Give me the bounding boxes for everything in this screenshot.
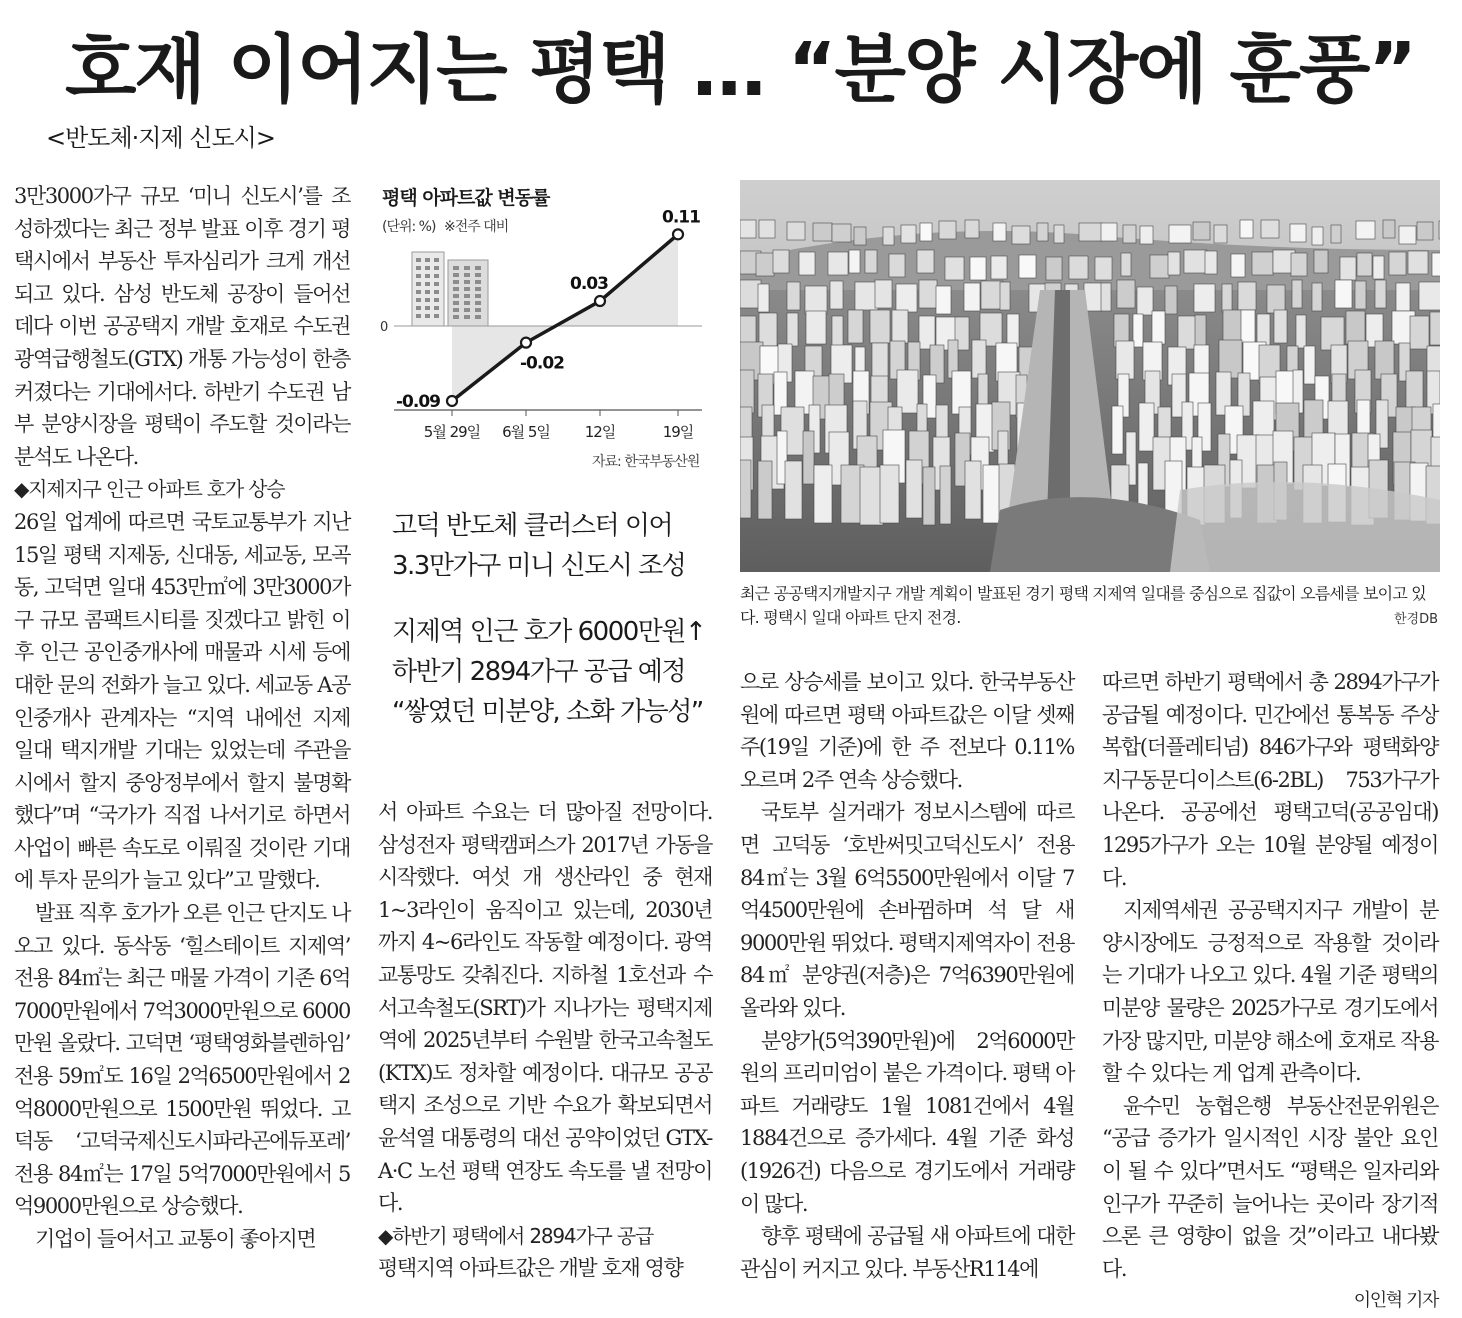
photo-building	[1223, 310, 1242, 343]
photo-building	[787, 222, 805, 240]
chart-title: 평택 아파트값 변동률	[382, 187, 550, 209]
building-window	[416, 258, 421, 262]
building-window	[416, 306, 421, 310]
photo-building	[865, 250, 877, 273]
paragraph: 윤수민 농협은행 부동산전문위원은 “공급 증가가 일시적인 시장 불안 요인이 될 수 있다”면서도 “평택은 일자리와 인구가 꾸준히 늘어나는 곳이라 장기적으론 큰 영향이 없을 것”이라고 내다봤다.	[1102, 1093, 1438, 1281]
building-window	[464, 287, 470, 291]
building-window	[475, 273, 481, 277]
photo-building	[1139, 403, 1154, 451]
photo-building	[1389, 252, 1406, 275]
building-window	[464, 273, 470, 277]
photo-building	[1304, 346, 1315, 384]
photo-building	[814, 465, 832, 523]
section-subheading: ◆지제지구 인근 아파트 호가 상승	[14, 477, 285, 502]
photo-building	[880, 465, 899, 523]
chart-x-label: 5월 29일	[423, 423, 481, 441]
photo-building	[991, 256, 1007, 279]
building-window	[425, 258, 430, 262]
chart-note: ※전주 대비	[444, 219, 509, 235]
photo-building	[1408, 251, 1428, 274]
photo-building	[1165, 286, 1177, 314]
photo-building	[758, 461, 772, 519]
photo-building	[756, 253, 774, 276]
photo-building	[1194, 284, 1215, 312]
subheadline-1-line-2: 3.3만가구 미니 신도시 조성	[392, 551, 686, 581]
photo-building	[1222, 284, 1232, 312]
building-window	[425, 306, 430, 310]
line-chart	[376, 200, 712, 450]
building-window	[434, 290, 439, 294]
photo-building	[1355, 281, 1366, 309]
photo-building	[799, 252, 815, 275]
byline: 이인혁 기자	[1353, 1290, 1438, 1312]
building-window	[425, 274, 430, 278]
chart-x-label: 6월 5일	[502, 423, 550, 441]
photo-building	[945, 257, 964, 280]
building-window	[434, 282, 439, 286]
photo-building	[883, 227, 894, 245]
paragraph: 으로 상승세를 보이고 있다. 한국부동산원에 따르면 평택 아파트값은 이달 셋째주(19일 기준)에 한 주 전보다 0.11% 오르며 2주 연속 상승했다.	[740, 670, 1074, 792]
subheadline-2-line-2: 하반기 2894가구 공급 예정	[392, 657, 686, 687]
photo-caption: 최근 공공택지개발지구 개발 계획이 발표된 경기 평택 지제역 일대를 중심으로 집값이 오름세를 보이고 있다. 평택시 일대 아파트 단지 전경.	[740, 584, 1426, 627]
photo-building	[919, 316, 935, 349]
chart-source: 자료: 한국부동산원	[592, 454, 700, 470]
building-window	[416, 266, 421, 270]
photo-building	[1000, 282, 1010, 310]
subheadline-2	[392, 612, 705, 732]
paragraph: 지제역세권 공공택지지구 개발이 분양시장에도 긍정적으로 작용할 것이라는 기대가 나오고 있다. 4월 기준 평택의 미분양 물량은 2025가구로 경기도에서 가장 많지만, 미분양 해소에 호재로 작용할 수 있다는 게 업계 관측이다.	[1102, 898, 1438, 1086]
photo-building	[870, 310, 890, 343]
paragraph: 향후 평택에 공급될 새 아파트에 대한 관심이 커지고 있다. 부동산R114에	[740, 1224, 1074, 1281]
photo-building	[875, 280, 892, 308]
building-window	[475, 294, 481, 298]
photo-building	[965, 220, 979, 238]
photo-building	[1019, 255, 1036, 278]
photo-building	[896, 284, 917, 312]
article-column-1	[14, 180, 350, 1256]
article-column-4	[1102, 666, 1438, 1318]
photo-building	[828, 252, 848, 275]
photo-building	[1290, 224, 1306, 242]
chart-point	[447, 396, 457, 406]
building-window	[464, 308, 470, 312]
photo-building	[1046, 257, 1062, 280]
photo-building	[1346, 311, 1365, 344]
photo-building	[1150, 255, 1169, 278]
photo-building	[803, 431, 814, 484]
subheadline-2-line-1: 지제역 인근 호가 6000만원↑	[392, 617, 706, 647]
subheadline-2-line-3: “쌓였던 미분양, 소화 가능성”	[392, 697, 703, 727]
paragraph: 서 아파트 수요는 더 많아질 전망이다. 삼성전자 평택캠퍼스가 2017년 가동을 시작했다. 여섯 개 생산라인 중 현재 1~3라인이 움직이고 있는데, 2030년까지 4~6라인도 작동할 예정이다. 광역교통망도 갖춰진다. 지하철 1호선과 수서고속철도(SRT)가 지나가는 평택지제역에 2025년부터 수원발 한국고속철도(KTX)도 정차할 예정이다. 대규모 공공택지 조성으로 기반 수요가 확보되면서 윤석열 대통령의 대선 공약이었던 GTX-A·C 노선 평택 연장도 속도를 낼 전망이다.	[378, 800, 712, 1216]
photo-building	[970, 257, 986, 280]
photo-building	[1037, 223, 1048, 241]
photo-building	[1054, 225, 1064, 243]
photo-building	[1252, 252, 1273, 275]
building-window	[425, 290, 430, 294]
photo-building	[1184, 250, 1207, 273]
photo-building	[758, 284, 769, 312]
chart-point	[595, 296, 605, 306]
photo-building	[1410, 316, 1429, 349]
building-window	[416, 282, 421, 286]
paragraph: 26일 업계에 따르면 국토교통부가 지난 15일 평택 지제동, 신대동, 세교동, 모곡동, 고덕면 일대 453만㎡에 3만3000가구 규모 콤팩트시티를 짓겠다고 밝힌 이후 인근 공인중개사에 매물과 시세 등에 대한 문의 전화가 늘고 있다. 세교동 A공인중개사 관계자는 “지역 내에선 지제 일대 택지개발 기대는 있었는데 주관을 시에서 할지 중앙정부에서 할지 불명확했다”며 “국가가 직접 나서기로 하면서 사업이 빠른 속도로 이뤄질 것이란 기대에 투자 문의가 늘고 있다”고 말했다.	[14, 509, 350, 893]
building-window	[475, 308, 481, 312]
photo-building	[832, 224, 851, 242]
building-window	[453, 280, 459, 284]
photo-building	[1178, 316, 1196, 349]
photo-building	[1296, 315, 1306, 348]
chart-value-label: -0.09	[396, 391, 440, 412]
photo-building	[759, 313, 777, 346]
photo-building	[854, 227, 866, 245]
photo-building	[1101, 283, 1111, 311]
photo-building	[759, 220, 775, 238]
photo-building	[1101, 223, 1117, 241]
building-window	[475, 287, 481, 291]
photo-building	[740, 220, 756, 238]
photo-building	[1340, 257, 1356, 280]
photo-building	[1095, 257, 1112, 280]
building-window	[425, 298, 430, 302]
photo-building	[1312, 227, 1323, 245]
photo-building	[806, 311, 826, 344]
paragraph: 발표 직후 호가가 오른 인근 단지도 나오고 있다. 동삭동 ‘힐스테이트 지제역’ 전용 84㎡는 최근 매물 가격이 기존 6억7000만원에서 7억3000만원으로 6000만원 올랐다. 고덕면 ‘평택영화블렌하임’ 전용 59㎡도 16일 2억6500만원에서 2억8000만원으로 1500만원 뛰었다. 고덕동 ‘고덕국제신도시파라곤에듀포레’ 전용 84㎡는 17일 5억7000만원에서 5억9000만원으로 상승했다.	[14, 901, 351, 1219]
photo-building	[917, 250, 934, 273]
photo-building	[1432, 253, 1440, 276]
photo-building	[1205, 251, 1217, 274]
paragraph: 따르면 하반기 평택에서 총 2894가구가 공급될 예정이다. 민간에선 통복동 주상복합(더플레티넘) 846가구와 평택화양지구동문디이스트(6-2BL) 753가구가 나온다. 공공에선 평택고덕(공공임대) 1295가구가 오는 10월 분양될 예정이다.	[1102, 670, 1438, 890]
photo-building	[1241, 310, 1255, 343]
photo-building	[1112, 406, 1123, 454]
photo-building	[1292, 280, 1302, 308]
photo-building	[964, 283, 980, 311]
chart-x-label: 12일	[584, 423, 616, 441]
photo-building	[785, 461, 802, 519]
photo-building	[740, 370, 754, 413]
building-window	[453, 266, 459, 270]
photo-building	[1079, 223, 1102, 241]
building-window	[475, 301, 481, 305]
photo-building	[901, 225, 916, 243]
chart-point	[521, 338, 531, 348]
photo-building	[1140, 226, 1153, 244]
photo-building	[1383, 220, 1395, 238]
building-window	[464, 280, 470, 284]
photo-building	[1399, 226, 1416, 244]
building-window	[453, 273, 459, 277]
photo-building	[923, 467, 935, 525]
building-window	[434, 306, 439, 310]
photo-building	[830, 281, 843, 309]
photo-building	[1168, 252, 1180, 275]
building-window	[416, 298, 421, 302]
photo-building	[1231, 254, 1245, 277]
photo-building	[1069, 256, 1088, 279]
subheadline-1	[392, 506, 685, 586]
photo-building	[920, 223, 932, 241]
photo-building	[1335, 280, 1352, 308]
photo-building	[1375, 341, 1394, 379]
photo-building	[1396, 283, 1410, 311]
chart-unit: (단위: %)	[382, 219, 436, 235]
chart-value-label: 0.03	[570, 274, 608, 295]
building-window	[425, 314, 430, 318]
city-aerial-photo	[740, 180, 1440, 572]
photo-building	[832, 316, 843, 349]
photo-building	[1007, 314, 1019, 347]
building-window	[416, 314, 421, 318]
building-window	[453, 308, 459, 312]
building-window	[416, 274, 421, 278]
building-window	[416, 290, 421, 294]
photo-building	[939, 221, 956, 239]
photo-building	[1375, 280, 1386, 308]
photo-building	[1274, 310, 1287, 343]
building-window	[434, 258, 439, 262]
photo-building	[1240, 220, 1253, 238]
photo-building	[889, 254, 905, 277]
paragraph: 국토부 실거래가 정보시스템에 따르면 고덕동 ‘호반써밋고덕신도시’ 전용 84㎡는 3월 6억5500만원에서 이달 7억4500만원에 손바뀜하며 석 달 새 9000만원 뛰었다. 평택지제역자이 전용 84㎡ 분양권(저층)은 7억6390만원에 올라와 있다.	[740, 800, 1074, 1020]
photo-building	[849, 250, 860, 273]
photo-building	[897, 370, 918, 413]
building-window	[453, 294, 459, 298]
paragraph: 기업이 들어서고 교통이 좋아지면	[35, 1227, 316, 1251]
subheadline-1-line-1: 고덕 반도체 클러스터 이어	[392, 511, 673, 541]
photo-building	[860, 467, 883, 525]
photo-building	[1123, 225, 1136, 243]
photo-building	[1430, 312, 1440, 345]
photo-building	[1417, 222, 1433, 240]
building-window	[434, 266, 439, 270]
photo-building	[1137, 287, 1153, 315]
photo-building	[919, 280, 937, 308]
building-window	[475, 280, 481, 284]
photo-building	[892, 310, 908, 343]
photo-building	[813, 223, 832, 241]
photo-building	[787, 313, 798, 346]
photo-building	[740, 460, 751, 518]
photo-building	[1012, 226, 1030, 244]
article-column-3	[740, 666, 1074, 1285]
building-window	[475, 315, 481, 319]
chart-point	[673, 229, 683, 239]
building-window	[475, 266, 481, 270]
photo-building	[1291, 253, 1307, 276]
photo-building	[1356, 221, 1375, 239]
kicker: <반도체·지제 신도시>	[46, 124, 275, 152]
photo-building	[872, 343, 888, 381]
paragraph: 3만3000가구 규모 ‘미니 신도시’를 조성하겠다는 최근 정부 발표 이후 경기 평택시에서 부동산 투자심리가 크게 개선되고 있다. 삼성 반도체 공장이 들어선 데다 이번 공공택지 개발 호재로 수도권광역급행철도(GTX) 개통 가능성이 한층 커졌다는 기대에서다. 하반기 수도권 남부 분양시장을 평택이 주도할 것이라는 분석도 나온다.	[14, 184, 350, 469]
photo-building	[848, 310, 863, 343]
photo-building	[1314, 250, 1328, 273]
photo-building	[1195, 315, 1206, 348]
chart-x-label: 19일	[662, 423, 694, 441]
photo-building	[972, 340, 986, 378]
building-window	[434, 314, 439, 318]
photo-building	[1267, 285, 1285, 313]
paragraph: 분양가(5억390만원)에 2억6000만원의 프리미엄이 붙은 가격이다. 평택 아파트 거래량도 1월 1081건에서 4월 1884건으로 증가세다. 4월 기준 화성(1926건) 다음으로 경기도에서 거래량이 많다.	[740, 1028, 1074, 1216]
photo-building	[1214, 225, 1227, 243]
chart-value-label: 0.11	[662, 207, 700, 228]
photo-building	[936, 286, 951, 314]
section-subheading: ◆하반기 평택에서 2894가구 공급	[378, 1223, 654, 1248]
photo-building	[1193, 222, 1210, 240]
photo-building	[1117, 280, 1135, 308]
building-window	[434, 274, 439, 278]
photo-building	[993, 223, 1006, 241]
photo-building	[773, 250, 789, 273]
building-window	[464, 301, 470, 305]
photo-building	[1121, 253, 1131, 276]
headline: 호재 이어지는 평택 … “분양 시장에 훈풍”	[64, 27, 1416, 113]
photo-building	[1261, 220, 1279, 238]
photo-building	[1312, 283, 1322, 311]
paragraph: 평택지역 아파트값은 개발 호재 영향	[378, 1256, 683, 1281]
photo-building	[940, 466, 951, 524]
photo-credit: 한경DB	[1393, 612, 1438, 627]
photo-building	[1133, 314, 1143, 347]
article-column-2	[378, 796, 712, 1285]
building-window	[425, 282, 430, 286]
photo-building	[1357, 253, 1372, 276]
building-window	[464, 294, 470, 298]
photo-building	[1331, 225, 1341, 243]
building-window	[464, 315, 470, 319]
photo-building	[1419, 282, 1440, 310]
photo-building	[1116, 341, 1134, 379]
chart-value-label: -0.02	[520, 353, 564, 374]
photo-building	[1152, 311, 1165, 344]
photo-building	[1439, 221, 1440, 239]
photo-building	[855, 282, 878, 310]
building-window	[464, 266, 470, 270]
photo-building	[1373, 256, 1384, 279]
chart-zero-label: 0	[380, 320, 389, 335]
building-window	[434, 298, 439, 302]
building-window	[453, 287, 459, 291]
photo-building	[1169, 225, 1191, 243]
building-window	[425, 266, 430, 270]
photo-building	[965, 461, 981, 519]
building-window	[453, 315, 459, 319]
photo-building	[906, 460, 922, 518]
photo-building	[805, 286, 827, 314]
building-window	[453, 301, 459, 305]
photo-building	[787, 282, 800, 310]
photo-building	[1238, 282, 1256, 310]
